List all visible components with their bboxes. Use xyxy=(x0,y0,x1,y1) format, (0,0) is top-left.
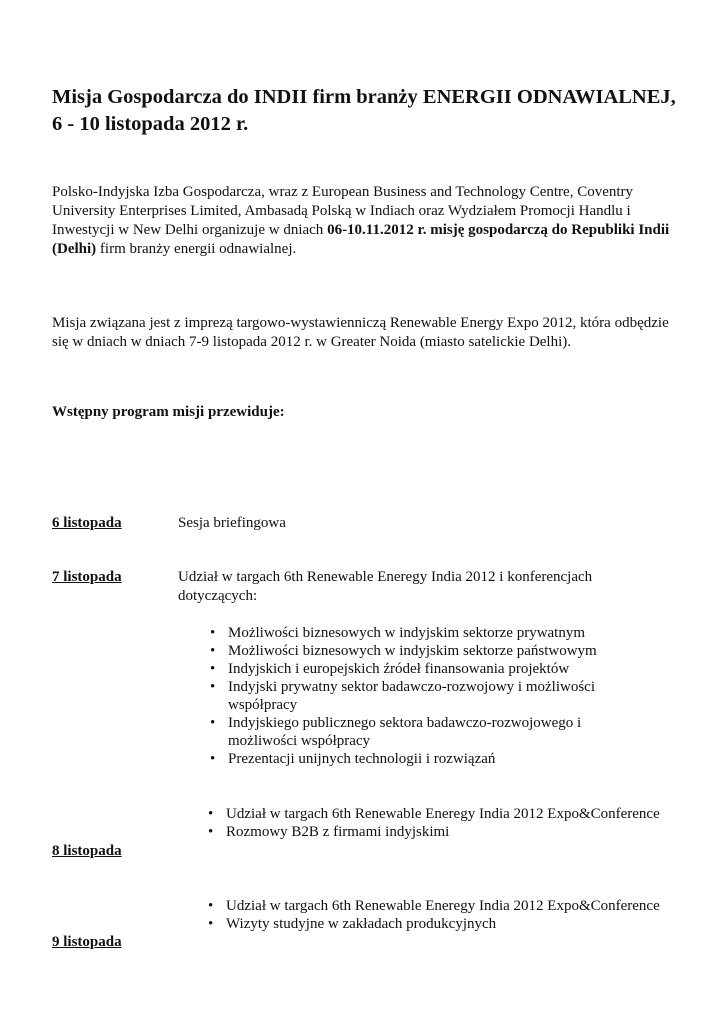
list-item: • Indyjskich i europejskich źródeł finansowania projektów xyxy=(210,660,650,678)
list-item: • Udział w targach 6th Renewable Eneregy India 2012 Expo&Conference xyxy=(208,897,678,915)
day-8-activity-list xyxy=(208,805,678,841)
list-item: • Możliwości biznesowych w indyjskim sektorze prywatnym xyxy=(210,624,650,642)
intro-paragraph xyxy=(52,183,672,259)
day-label-8: 8 listopada xyxy=(52,843,122,859)
intro-text-end: firm branży energii odnawialnej. xyxy=(96,241,297,257)
day-label-9: 9 listopada xyxy=(52,934,122,950)
day-label-7: 7 listopada xyxy=(52,569,122,585)
list-item: • Możliwości biznesowych w indyjskim sektorze państwowym xyxy=(210,642,650,660)
list-item: • Indyjski prywatny sektor badawczo-rozwojowy i możliwości współpracy xyxy=(210,678,650,714)
day-label-6: 6 listopada xyxy=(52,515,122,531)
day-text-6: Sesja briefingowa xyxy=(178,515,286,531)
day-7-topic-list xyxy=(210,624,650,768)
list-item: • Udział w targach 6th Renewable Eneregy India 2012 Expo&Conference xyxy=(208,805,678,823)
day-text-7: Udział w targach 6th Renewable Eneregy India 2012 i konferencjach dotyczących: xyxy=(178,569,593,604)
intro-text-start: Polsko-Indyjska Izba Gospodarcza, wraz z European Business and Technology Centre, Coventry University Enterprises Limited, Ambasadą Polską w Indiach oraz Wydziałem Promocji Handlu i Inwestycji w New Delhi organizuje w dniach xyxy=(52,184,634,238)
expo-paragraph: Misja związana jest z imprezą targowo-wystawienniczą Renewable Energy Expo 2012, która odbędzie się w dniach w dniach 7-9 listopada 2012 r. w Greater Noida (miasto satelickie Delhi). xyxy=(52,315,669,350)
list-item: • Prezentacji unijnych technologii i rozwiązań xyxy=(210,750,650,768)
intro-bold-text: 06-10.11.2012 r. misję gospodarczą do Republiki Indii (Delhi) xyxy=(52,222,670,257)
list-item: • Wizyty studyjne w zakładach produkcyjnych xyxy=(208,915,678,933)
list-item: • Indyjskiego publicznego sektora badawczo-rozwojowego i możliwości współpracy xyxy=(210,714,650,750)
document-title: Misja Gospodarcza do INDII firm branży ENERGII ODNAWIALNEJ, 6 - 10 listopada 2012 r. xyxy=(52,86,676,135)
list-item: • Rozmowy B2B z firmami indyjskimi xyxy=(208,823,678,841)
program-heading: Wstępny program misji przewiduje: xyxy=(52,404,285,420)
day-9-activity-list xyxy=(208,897,678,933)
